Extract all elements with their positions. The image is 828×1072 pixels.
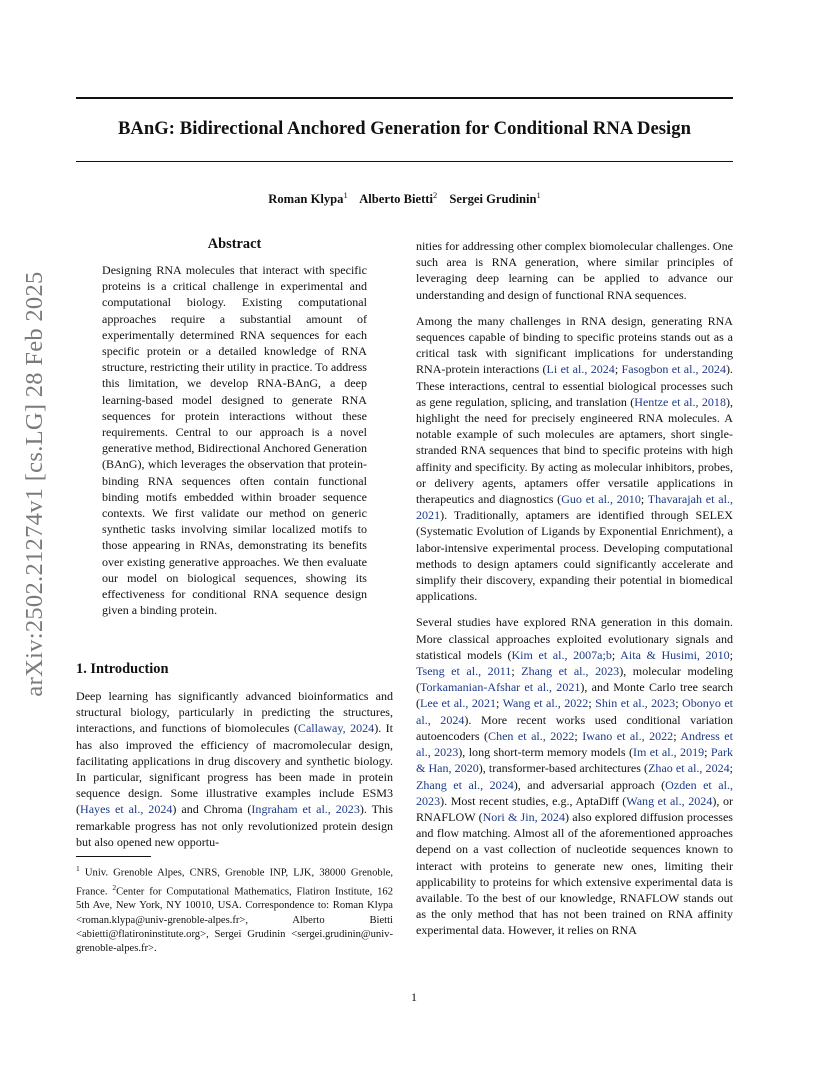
text-run: ;	[704, 745, 711, 760]
citation-link[interactable]: Li et al., 2024	[546, 362, 615, 377]
paper-title: BAnG: Bidirectional Anchored Generation for Conditional RNA Design	[117, 118, 692, 139]
citation-link[interactable]: Andress et al., 2023	[416, 728, 733, 760]
citation-link[interactable]: Wang et al., 2024	[626, 793, 713, 808]
arxiv-stamp	[15, 271, 55, 697]
text-run: ), or RNAFLOW (	[416, 793, 733, 824]
text-run: ;	[614, 362, 622, 377]
citation-link[interactable]: Tseng et al., 2011	[416, 664, 512, 679]
abstract-body: Designing RNA molecules that interact with specific proteins is a critical challenge in experimental and computational biology. Existing computational approaches require a substantial amount of experimentally determined RNA sequences for each specific protein or a detailed knowledge of RNA structure, restricting their utility in practice. To address this limitation, we develop RNA-BAnG, a deep learning-based model designed to generate RNA sequences for protein interactions without these requirements. Central to our approach is a novel generative method, Bidirectional Anchored Generation (BAnG), which leverages the observation that protein-binding RNA sequences often contain functional binding motifs embedded within broader sequence contexts. We first validate our method on generic synthetic tasks involving similar localized motifs to those appearing in RNAs, demonstrating its benefits over existing generative approaches. We then evaluate our model on biological sequences, showing its effectiveness for conditional RNA sequence design given a binding protein.	[102, 263, 367, 618]
text-run: ;	[640, 492, 648, 507]
text-run: ;	[729, 647, 733, 662]
citation-link[interactable]: Iwano et al., 2022	[582, 728, 674, 743]
paragraph	[416, 238, 733, 303]
citation-link[interactable]: Im et al., 2019	[632, 745, 705, 760]
text-run: ;	[729, 761, 734, 776]
text-run: Several studies have explored RNA generation in this domain. More classical approaches exploited evolutionary signals and statistical models (	[416, 615, 733, 662]
citation-link[interactable]: Hentze et al., 2018	[634, 394, 726, 409]
citation-link[interactable]: Obonyo et al., 2024	[416, 696, 734, 727]
text-run: ). Most recent studies, e.g., AptaDiff (	[440, 793, 627, 808]
page-number: 1	[411, 990, 417, 1004]
citation-link[interactable]: Zhang et al., 2023	[521, 664, 620, 679]
footnote-mark: 1	[76, 864, 80, 873]
abstract-heading: Abstract	[207, 236, 262, 252]
text-run: ), highlight the need for precisely engineered RNA molecules. A notable example of such molecules are aptamers, short single-stranded RNA sequences that bind to specific proteins with high affinity and specificity. By acting as molecular inhibitors, probes, or delivery agents, aptamers offer versatile applications in therapeutics and diagnostics (	[416, 394, 733, 507]
footnote-text: Center for Computational Mathematics, Flatiron Institute, 162 5th Ave, New York, NY 10010, USA. Correspondence to: Roman Klypa <roman.klypa@univ-grenoble-alpes.fr>, Alberto Bietti <abietti@flatironinstitute.org>, Sergei Grudinin <sergei.grudinin@univ-grenoble-alpes.fr>.	[76, 886, 393, 955]
text-run: ). Traditionally, aptamers are identified through SELEX (Systematic Evolution of Ligands by Exponential Enrichment), a labor-intensive experimental process. Developing computational methods to design aptamers could significantly accelerate and simplify their discovery, expanding their potential in biomedical applications.	[416, 508, 733, 604]
text-run: ;	[511, 664, 522, 679]
citation-link[interactable]: Wang et al., 2022	[502, 696, 589, 711]
paragraph	[416, 313, 733, 605]
citation-link[interactable]: Zhao et al., 2024	[648, 761, 730, 776]
section-heading-introduction: 1. Introduction	[76, 661, 169, 677]
text-run: ). This remarkable progress has not only revolutionized protein design but also opened new opportu-	[76, 802, 393, 849]
text-run: ;	[588, 696, 596, 711]
text-run: ), long short-term memory models (	[458, 745, 633, 760]
author-affiliation-mark: 2	[432, 190, 438, 200]
text-run: ), and adversarial approach (	[513, 777, 666, 792]
citation-link[interactable]: Nori & Jin, 2024	[482, 809, 565, 824]
citation-link[interactable]: Zhang et al., 2024	[416, 777, 514, 792]
citation-link[interactable]: Lee et al., 2021	[420, 696, 496, 711]
author-affiliation-mark: 1	[343, 190, 348, 200]
citation-link[interactable]: Kim et al., 2007a;b	[511, 647, 612, 662]
paragraph	[76, 688, 393, 850]
text-run: Among the many challenges in RNA design, generating RNA sequences capable of binding to specific proteins stands out as a critical task with significant implications for understanding RNA-protein interactions (	[416, 313, 733, 377]
text-run: nities for addressing other complex biomolecular challenges. One such area is RNA generation, where similar principles of leveraging deep learning can be applied to advance our understanding and design of functional RNA sequences.	[416, 239, 733, 302]
citation-link[interactable]: Shin et al., 2023	[595, 696, 676, 711]
arxiv-identifier: arXiv:2502.21274v1 [cs.LG] 28 Feb 2025	[21, 271, 48, 697]
citation-link[interactable]: Hayes et al., 2024	[80, 802, 173, 817]
text-run: ;	[675, 696, 683, 711]
text-run: ) also explored diffusion processes and flow matching. Almost all of the aforementioned approaches depend on a vast collection of nucleotide sequences known to interact with proteins to generate new ones, limiting their applicability to proteins for which extensive experimental data is available. To the best of our knowledge, RNAFLOW stands out as the only method that has not been trained on RNA affinity experimental data. However, it relies on RNA	[416, 809, 733, 938]
paragraph	[416, 614, 733, 938]
text-run: Deep learning has significantly advanced bioinformatics and structural biology, particularly in predicting the structures, interactions, and functions of biomolecules (	[76, 689, 393, 736]
citation-link[interactable]: Fasogbon et al., 2024	[621, 362, 726, 377]
citation-link[interactable]: Aita & Husimi, 2010	[620, 647, 730, 662]
author-name: Roman Klypa	[268, 192, 344, 207]
text-run: ). It has also improved the efficiency of macromolecular design, facilitating applications in drug discovery and synthetic biology. In particular, significant progress has been made in protein sequence design. Some illustrative examples include ESM3 (	[76, 721, 394, 817]
text-run: ;	[574, 728, 583, 743]
top-rule	[76, 97, 733, 99]
title-bottom-rule	[76, 161, 733, 162]
footnote-divider	[76, 856, 151, 857]
citation-link[interactable]: Ingraham et al., 2023	[251, 802, 360, 817]
author-name: Sergei Grudinin	[449, 192, 537, 207]
text-run: ;	[673, 728, 681, 743]
affiliation-footnote	[76, 862, 393, 956]
footnote-mark: 2	[112, 882, 117, 892]
author-list	[76, 190, 733, 207]
citation-link[interactable]: Callaway, 2024	[297, 721, 375, 736]
introduction-paragraph	[76, 688, 393, 850]
citation-link[interactable]: Park & Han, 2020	[416, 745, 734, 776]
text-run: ;	[611, 647, 621, 662]
author-affiliation-mark: 1	[536, 190, 541, 200]
citation-link[interactable]: Torkamanian-Afshar et al., 2021	[420, 680, 581, 695]
citation-link[interactable]: Chen et al., 2022	[488, 728, 575, 743]
text-run: ) and Chroma (	[172, 802, 252, 817]
citation-link[interactable]: Guo et al., 2010	[561, 492, 641, 507]
text-run: ). These interactions, central to essential biological processes such as gene regulation, splicing, and translation (	[416, 362, 734, 409]
right-column	[416, 238, 733, 949]
text-run: ). More recent works used conditional variation autoencoders (	[416, 712, 734, 743]
author-name: Alberto Bietti	[359, 192, 433, 207]
text-run: ), molecular modeling (	[416, 664, 733, 695]
text-run: ), and Monte Carlo tree search (	[416, 680, 733, 711]
text-run: ;	[496, 696, 503, 711]
text-run: ), transformer-based architectures (	[478, 761, 649, 776]
citation-link[interactable]: Thavarajah et al., 2021	[416, 492, 733, 523]
citation-link[interactable]: Ozden et al., 2023	[416, 777, 733, 808]
footnote-text: Univ. Grenoble Alpes, CNRS, Grenoble INP, LJK, 38000 Grenoble, France.	[76, 867, 393, 898]
